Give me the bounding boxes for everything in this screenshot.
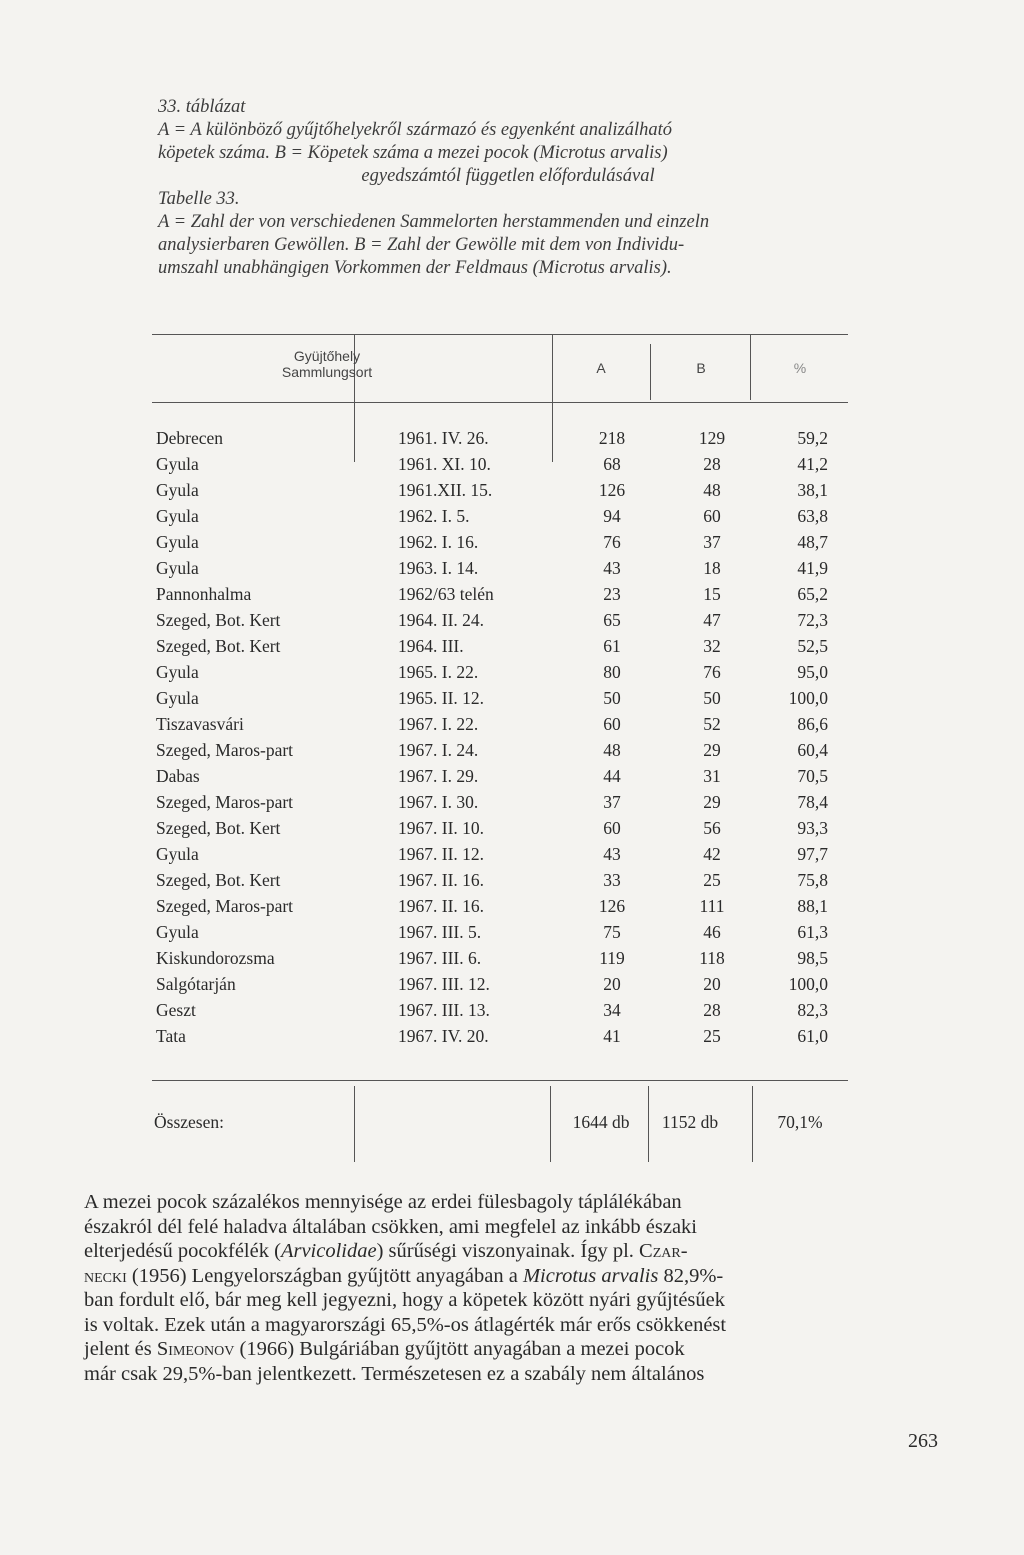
caption-hu-line3: egyedszámtól független előfordulásával	[361, 166, 655, 186]
cell-a: 33	[603, 870, 621, 890]
table-total-rule	[152, 1080, 848, 1081]
cell-pct: 78,4	[797, 792, 828, 812]
caption-de-line2: analysierbaren Gewöllen. B = Zahl der Gewölle mit dem von Individu-	[158, 235, 685, 255]
cell-b: 15	[703, 584, 721, 604]
cell-pct: 61,0	[797, 1026, 828, 1046]
cell-date: 1962. I. 16.	[398, 532, 479, 552]
cell-place: Szeged, Bot. Kert	[156, 818, 281, 838]
cell-a: 60	[603, 818, 621, 838]
cell-b: 42	[703, 844, 721, 864]
cell-pct: 38,1	[797, 480, 828, 500]
cell-place: Gyula	[156, 480, 199, 500]
cell-date: 1967. III. 5.	[398, 922, 482, 942]
table-row	[152, 948, 848, 974]
cell-date: 1961.XII. 15.	[398, 480, 493, 500]
cell-a: 119	[599, 948, 625, 968]
header-place-de: Sammlungsort	[281, 364, 373, 380]
cell-date: 1967. III. 6.	[398, 948, 482, 968]
table-row	[152, 688, 848, 714]
table-row	[152, 1000, 848, 1026]
table-row	[152, 818, 848, 844]
table-row	[152, 532, 848, 558]
table-row	[152, 766, 848, 792]
cell-place: Salgótarján	[156, 974, 236, 994]
body-line-7b: Simeonov	[156, 1338, 235, 1360]
col-divider	[354, 1086, 355, 1162]
cell-b: 32	[703, 636, 721, 656]
cell-pct: 41,9	[797, 558, 828, 578]
cell-a: 23	[603, 584, 621, 604]
cell-date: 1967. I. 24.	[398, 740, 479, 760]
cell-place: Geszt	[156, 1000, 196, 1020]
cell-pct: 93,3	[797, 818, 828, 838]
cell-b: 46	[703, 922, 721, 942]
cell-place: Tiszavasvári	[156, 714, 244, 734]
table-caption	[158, 96, 858, 280]
table-row	[152, 610, 848, 636]
cell-pct: 100,0	[788, 974, 828, 994]
cell-b: 28	[703, 454, 721, 474]
header-pct: %	[793, 360, 807, 376]
cell-pct: 60,4	[797, 740, 828, 760]
cell-b: 48	[703, 480, 721, 500]
header-a: A	[596, 360, 606, 376]
cell-b: 25	[703, 1026, 721, 1046]
cell-pct: 59,2	[797, 428, 828, 448]
cell-a: 61	[603, 636, 621, 656]
cell-pct: 88,1	[797, 896, 828, 916]
cell-place: Tata	[156, 1026, 186, 1046]
cell-place: Gyula	[156, 454, 199, 474]
cell-a: 20	[603, 974, 621, 994]
cell-date: 1962/63 telén	[398, 584, 494, 604]
body-line-4b: (1956) Lengyelországban gyűjtött anyagában a	[126, 1264, 523, 1287]
cell-pct: 75,8	[797, 870, 828, 890]
table-row	[152, 506, 848, 532]
cell-a: 94	[603, 506, 621, 526]
body-line	[84, 1288, 940, 1313]
table-row	[152, 974, 848, 1000]
body-line-7a: jelent és	[84, 1338, 157, 1360]
cell-date: 1962. I. 5.	[398, 506, 470, 526]
table-top-rule	[152, 334, 848, 335]
table-row	[152, 870, 848, 896]
cell-pct: 61,3	[797, 922, 828, 942]
cell-date: 1967. II. 10.	[398, 818, 485, 838]
table-row	[152, 1026, 848, 1052]
caption-de-line1: A = Zahl der von verschiedenen Sammelorten herstammenden und einzeln	[158, 212, 710, 232]
cell-date: 1965. II. 12.	[398, 688, 485, 708]
cell-place: Dabas	[156, 766, 200, 786]
cell-date: 1967. III. 12.	[398, 974, 490, 994]
cell-date: 1961. XI. 10.	[398, 454, 491, 474]
cell-b: 111	[699, 896, 725, 916]
table-row	[152, 636, 848, 662]
table-row	[152, 844, 848, 870]
table-row	[152, 662, 848, 688]
body-line	[84, 1215, 940, 1240]
cell-date: 1964. II. 24.	[398, 610, 485, 630]
cell-date: 1967. IV. 20.	[398, 1026, 489, 1046]
cell-b: 50	[703, 688, 721, 708]
cell-b: 18	[703, 558, 721, 578]
cell-a: 68	[603, 454, 621, 474]
body-line	[84, 1337, 940, 1362]
page-number: 263	[908, 1430, 938, 1452]
caption-hu-line1: A = A különböző gyűjtőhelyekről származó és egyenként analizálható	[158, 120, 672, 140]
cell-place: Gyula	[156, 844, 199, 864]
cell-date: 1967. II. 16.	[398, 896, 485, 916]
caption-title: 33. táblázat	[158, 97, 246, 117]
body-line-1: A mezei pocok százalékos mennyisége az erdei fülesbagoly táplálékában	[84, 1191, 682, 1213]
total-label: Összesen:	[154, 1112, 224, 1132]
table-row	[152, 922, 848, 948]
cell-b: 29	[703, 740, 721, 760]
cell-place: Gyula	[156, 688, 199, 708]
caption-hu-line2: köpetek száma. B = Köpetek száma a mezei pocok (Microtus arvalis)	[158, 143, 668, 163]
cell-b: 37	[703, 532, 721, 552]
total-pct: 70,1%	[777, 1112, 823, 1132]
cell-date: 1967. III. 13.	[398, 1000, 490, 1020]
table-header-rule	[152, 402, 848, 403]
cell-a: 80	[603, 662, 621, 682]
cell-date: 1961. IV. 26.	[398, 428, 489, 448]
total-a: 1644 db	[572, 1112, 630, 1132]
cell-place: Gyula	[156, 922, 199, 942]
cell-a: 43	[603, 844, 621, 864]
cell-place: Gyula	[156, 532, 199, 552]
cell-b: 47	[703, 610, 721, 630]
cell-a: 218	[598, 428, 626, 448]
cell-a: 37	[603, 792, 621, 812]
cell-place: Szeged, Maros-part	[156, 896, 294, 916]
cell-place: Szeged, Bot. Kert	[156, 870, 281, 890]
table-row	[152, 480, 848, 506]
body-line-3a: elterjedésű pocokfélék (	[84, 1240, 281, 1262]
cell-a: 44	[603, 766, 621, 786]
cell-a: 43	[603, 558, 621, 578]
caption-de-line3: umszahl unabhängigen Vorkommen der Feldmaus (Microtus arvalis).	[158, 258, 672, 278]
cell-place: Debrecen	[156, 428, 224, 448]
body-paragraph	[84, 1190, 940, 1386]
body-line	[84, 1264, 940, 1289]
cell-pct: 95,0	[797, 662, 828, 682]
cell-date: 1967. I. 30.	[398, 792, 479, 812]
header-b: B	[696, 360, 706, 376]
table-row	[152, 558, 848, 584]
body-line-7c: (1966) Bulgáriában gyűjtött anyagában a mezei pocok	[234, 1338, 685, 1360]
col-divider	[750, 334, 751, 400]
cell-a: 34	[603, 1000, 621, 1020]
cell-pct: 82,3	[797, 1000, 828, 1020]
cell-a: 48	[603, 740, 621, 760]
cell-pct: 41,2	[797, 454, 828, 474]
cell-b: 29	[703, 792, 721, 812]
cell-a: 60	[603, 714, 621, 734]
cell-a: 76	[603, 532, 621, 552]
cell-place: Szeged, Bot. Kert	[156, 610, 281, 630]
cell-place: Pannonhalma	[156, 584, 252, 604]
total-b: 1152 db	[661, 1112, 719, 1132]
table-row	[152, 714, 848, 740]
table-row	[152, 454, 848, 480]
cell-place: Gyula	[156, 662, 199, 682]
cell-b: 129	[698, 428, 726, 448]
cell-pct: 63,8	[797, 506, 828, 526]
cell-b: 28	[703, 1000, 721, 1020]
cell-place: Kiskundorozsma	[156, 948, 275, 968]
cell-date: 1963. I. 14.	[398, 558, 479, 578]
cell-b: 76	[703, 662, 721, 682]
table-row	[152, 792, 848, 818]
table-row	[152, 896, 848, 922]
cell-pct: 48,7	[797, 532, 828, 552]
table-row	[152, 428, 848, 454]
cell-b: 20	[703, 974, 721, 994]
cell-place: Gyula	[156, 506, 199, 526]
cell-pct: 70,5	[797, 766, 828, 786]
cell-date: 1965. I. 22.	[398, 662, 479, 682]
cell-pct: 97,7	[797, 844, 828, 864]
body-line-3d: Czar-	[639, 1240, 688, 1262]
cell-pct: 65,2	[797, 584, 828, 604]
body-line-4a: necki	[84, 1264, 127, 1287]
cell-date: 1967. II. 12.	[398, 844, 485, 864]
header-place-hu: Gyüjtőhely	[293, 348, 361, 364]
cell-place: Szeged, Bot. Kert	[156, 636, 281, 656]
cell-a: 41	[603, 1026, 621, 1046]
cell-pct: 72,3	[797, 610, 828, 630]
header-place	[232, 348, 422, 380]
cell-a: 126	[598, 480, 626, 500]
cell-place: Szeged, Maros-part	[156, 792, 294, 812]
cell-pct: 98,5	[797, 948, 828, 968]
body-line-3b: Arvicolidae	[280, 1240, 377, 1262]
cell-b: 56	[703, 818, 721, 838]
cell-pct: 52,5	[797, 636, 828, 656]
cell-a: 65	[603, 610, 621, 630]
cell-a: 126	[598, 896, 626, 916]
body-line-3c: ) sűrűségi viszonyainak. Így pl.	[376, 1240, 634, 1262]
cell-place: Szeged, Maros-part	[156, 740, 294, 760]
caption-de-title: Tabelle 33.	[158, 189, 240, 209]
cell-pct: 86,6	[797, 714, 828, 734]
body-line	[84, 1362, 940, 1387]
cell-date: 1964. III.	[398, 636, 464, 656]
cell-b: 52	[703, 714, 721, 734]
body-line-5: ban fordult elő, bár meg kell jegyezni, hogy a köpetek között nyári gyűjtésűek	[84, 1289, 726, 1311]
cell-pct: 100,0	[788, 688, 828, 708]
table-row	[152, 584, 848, 610]
body-line-8: már csak 29,5%-ban jelentkezett. Természetesen ez a szabály nem általános	[84, 1362, 705, 1385]
body-line	[84, 1313, 940, 1338]
body-line	[84, 1190, 940, 1215]
cell-date: 1967. II. 16.	[398, 870, 485, 890]
cell-b: 118	[699, 948, 725, 968]
table-row	[152, 740, 848, 766]
cell-b: 60	[703, 506, 721, 526]
cell-b: 25	[703, 870, 721, 890]
body-line-4c: Microtus arvalis	[522, 1264, 659, 1287]
col-divider	[650, 344, 651, 400]
body-line	[84, 1239, 940, 1264]
cell-a: 50	[603, 688, 621, 708]
cell-b: 31	[703, 766, 721, 786]
cell-place: Gyula	[156, 558, 199, 578]
body-line-6: is voltak. Ezek után a magyarországi 65,5%-os átlagérték már erős csökkenést	[84, 1313, 727, 1336]
cell-date: 1967. I. 29.	[398, 766, 479, 786]
cell-date: 1967. I. 22.	[398, 714, 479, 734]
col-divider	[550, 1086, 551, 1162]
body-line-2: északról dél felé haladva általában csökken, ami megfelel az inkább északi	[84, 1215, 697, 1238]
cell-a: 75	[603, 922, 621, 942]
body-line-4d: 82,9%-	[658, 1264, 724, 1287]
